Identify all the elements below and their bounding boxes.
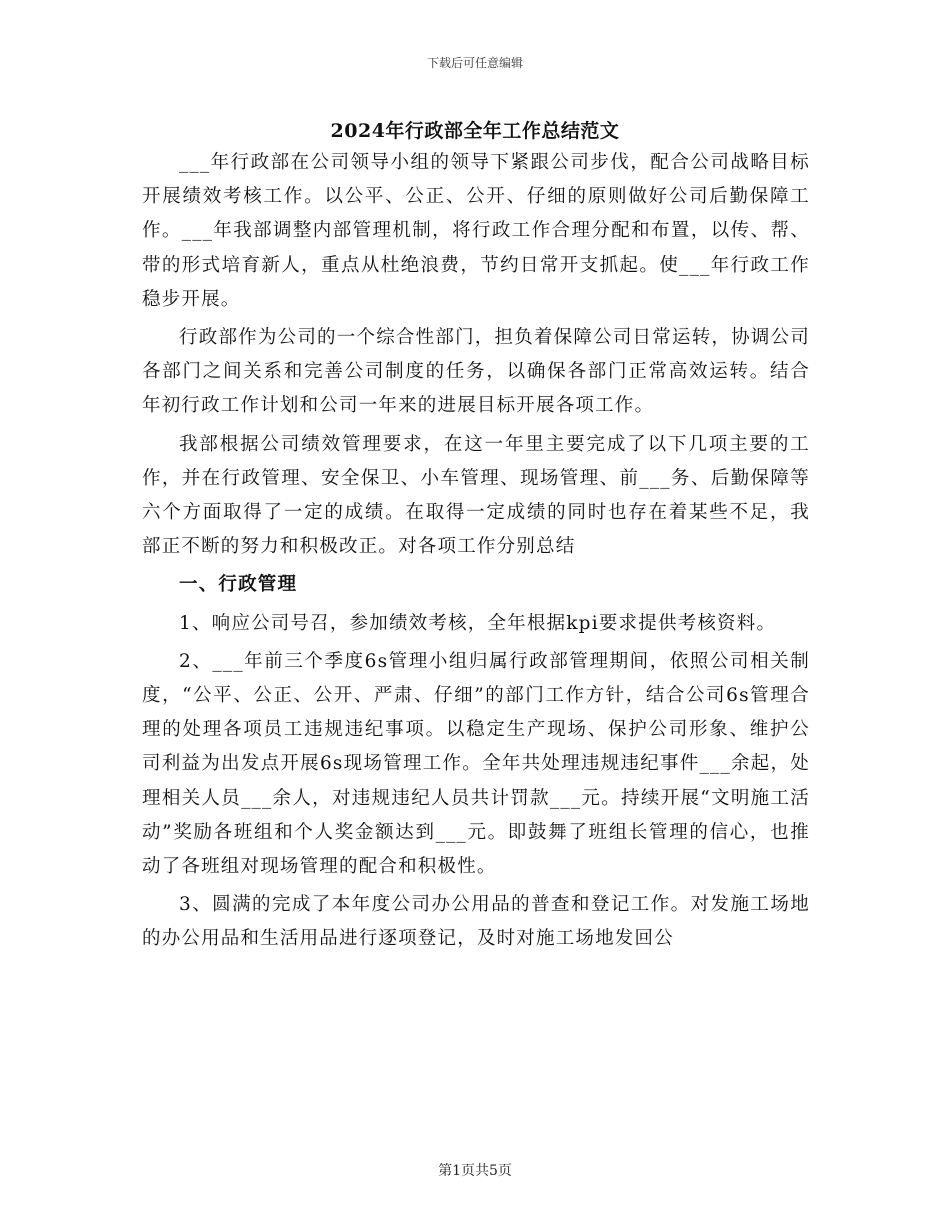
- intro-paragraph-3: 我部根据公司绩效管理要求，在这一年里主要完成了以下几项主要的工作，并在行政管理、安全保卫、小车管理、现场管理、前___务、后勤保障等六个方面取得了一定的成绩。在取得一定成绩的同时也存在着某些不足，我部正不断的努力和积极改正。对各项工作分别总结: [142, 433, 810, 558]
- intro-paragraph-2: 行政部作为公司的一个综合性部门，担负着保障公司日常运转，协调公司各部门之间关系和完善公司制度的任务，以确保各部门正常高效运转。结合年初行政工作计划和公司一年来的进展目标开展各项工作。: [142, 327, 810, 417]
- section-heading-admin: 一、行政管理: [179, 574, 298, 596]
- section-item-3: 3、圆满的完成了本年度公司办公用品的普查和登记工作。对发施工场地的办公用品和生活用品进行逐项登记，及时对施工场地发回公: [142, 894, 810, 950]
- page-header: 下载后可任意编辑: [426, 56, 523, 70]
- document-title: 2024年行政部全年工作总结范文: [330, 120, 620, 142]
- section-item-1: 1、响应公司号召，参加绩效考核，全年根据kpi要求提供考核资料。: [179, 612, 777, 634]
- document-body: [142, 146, 810, 961]
- section-item-2: 2、___年前三个季度6s管理小组归属行政部管理期间，依照公司相关制度，“公平、公正、公开、严肃、仔细”的部门工作方针，结合公司6s管理合理的处理各项员工违规违纪事项。以稳定生产现场、保护公司形象、维护公司利益为出发点开展6s现场管理工作。全年共处理违规违纪事件___余起，处理相关人员___余人，对违规违纪人员共计罚款___元。持续开展“文明施工活动”奖励各班组和个人奖金额达到___元。即鼓舞了班组长管理的信心，也推动了各班组对现场管理的配合和积极性。: [142, 650, 810, 878]
- page-footer: 第1页共5页: [438, 1163, 512, 1179]
- intro-paragraph-1: ___年行政部在公司领导小组的领导下紧跟公司步伐，配合公司战略目标开展绩效考核工作。以公平、公正、公开、仔细的原则做好公司后勤保障工作。___年我部调整内部管理机制，将行政工作合理分配和布置，以传、帮、带的形式培育新人，重点从杜绝浪费，节约日常开支抓起。使___年行政工作稳步开展。: [142, 152, 810, 310]
